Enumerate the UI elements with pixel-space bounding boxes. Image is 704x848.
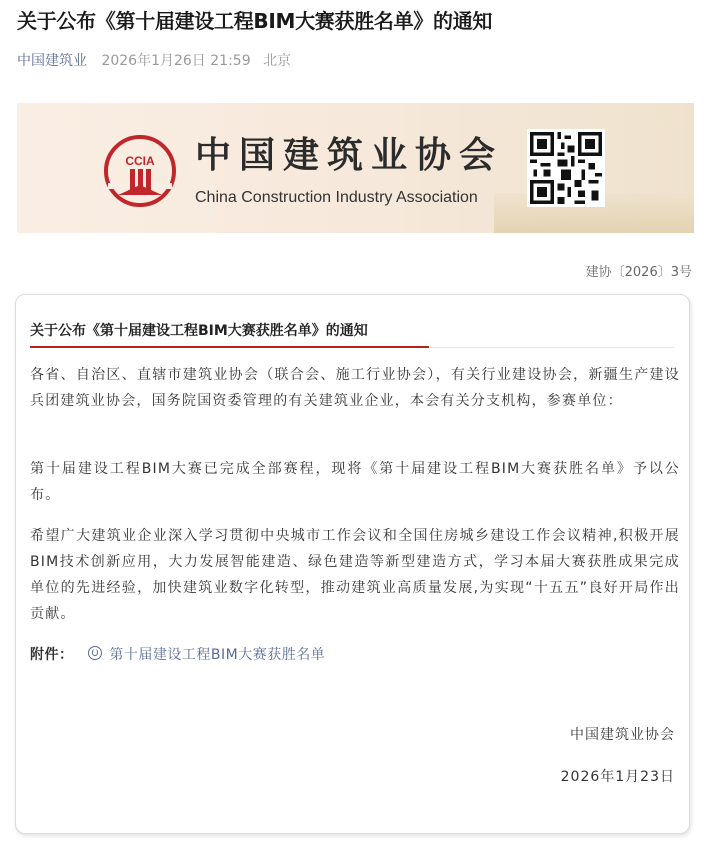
title-divider bbox=[429, 347, 674, 348]
document-number: 建协〔2026〕3号 bbox=[585, 265, 692, 280]
article-title: 关于公布《第十届建设工程BIM大赛获胜名单》的通知 bbox=[17, 9, 493, 33]
logo-text: CCIA bbox=[125, 154, 155, 168]
attachment-label: 附件： bbox=[30, 647, 74, 663]
signature-date: 2026年1月23日 bbox=[560, 769, 675, 785]
attachment-link[interactable]: 第十届建设工程BIM大赛获胜名单 bbox=[109, 647, 326, 663]
notice-card bbox=[15, 294, 690, 834]
notice-paragraph-announcement: 第十届建设工程BIM大赛已完成全部赛程，现将《第十届建设工程BIM大赛获胜名单》予以公布。 bbox=[30, 461, 680, 503]
notice-title: 关于公布《第十届建设工程BIM大赛获胜名单》的通知 bbox=[30, 323, 368, 339]
publish-time: 2026年1月26日 21:59 bbox=[101, 53, 251, 69]
notice-paragraph-addressees: 各省、自治区、直辖市建筑业协会（联合会、施工行业协会），有关行业建设协会，新疆生产建设兵团建筑业协会，国务院国资委管理的有关建筑业企业，本会有关分支机构，参赛单位： bbox=[30, 367, 680, 409]
article-meta bbox=[17, 51, 291, 71]
org-banner-image bbox=[17, 103, 694, 233]
attachment-link-icon bbox=[88, 646, 102, 660]
attachment-row bbox=[30, 643, 325, 667]
qr-code-icon bbox=[527, 129, 605, 207]
ccia-logo-icon bbox=[100, 131, 180, 211]
org-name-cn: 中国建筑业协会 bbox=[195, 134, 504, 176]
account-name-link[interactable]: 中国建筑业 bbox=[17, 53, 87, 69]
title-underline-red bbox=[30, 346, 429, 348]
notice-paragraph-expectation: 希望广大建筑业企业深入学习贯彻中央城市工作会议和全国住房城乡建设工作会议精神,积极开展BIM技术创新应用，大力发展智能建造、绿色建造等新型建造方式，学习本届大赛获胜成果完成单位的先进经验，加快建筑业数字化转型，推动建筑业高质量发展,为实现“十五五”良好开局作出贡献。 bbox=[30, 528, 680, 622]
publish-location: 北京 bbox=[263, 53, 292, 69]
signature-org: 中国建筑业协会 bbox=[570, 727, 675, 743]
org-name-en: China Construction Industry Association bbox=[195, 189, 478, 206]
